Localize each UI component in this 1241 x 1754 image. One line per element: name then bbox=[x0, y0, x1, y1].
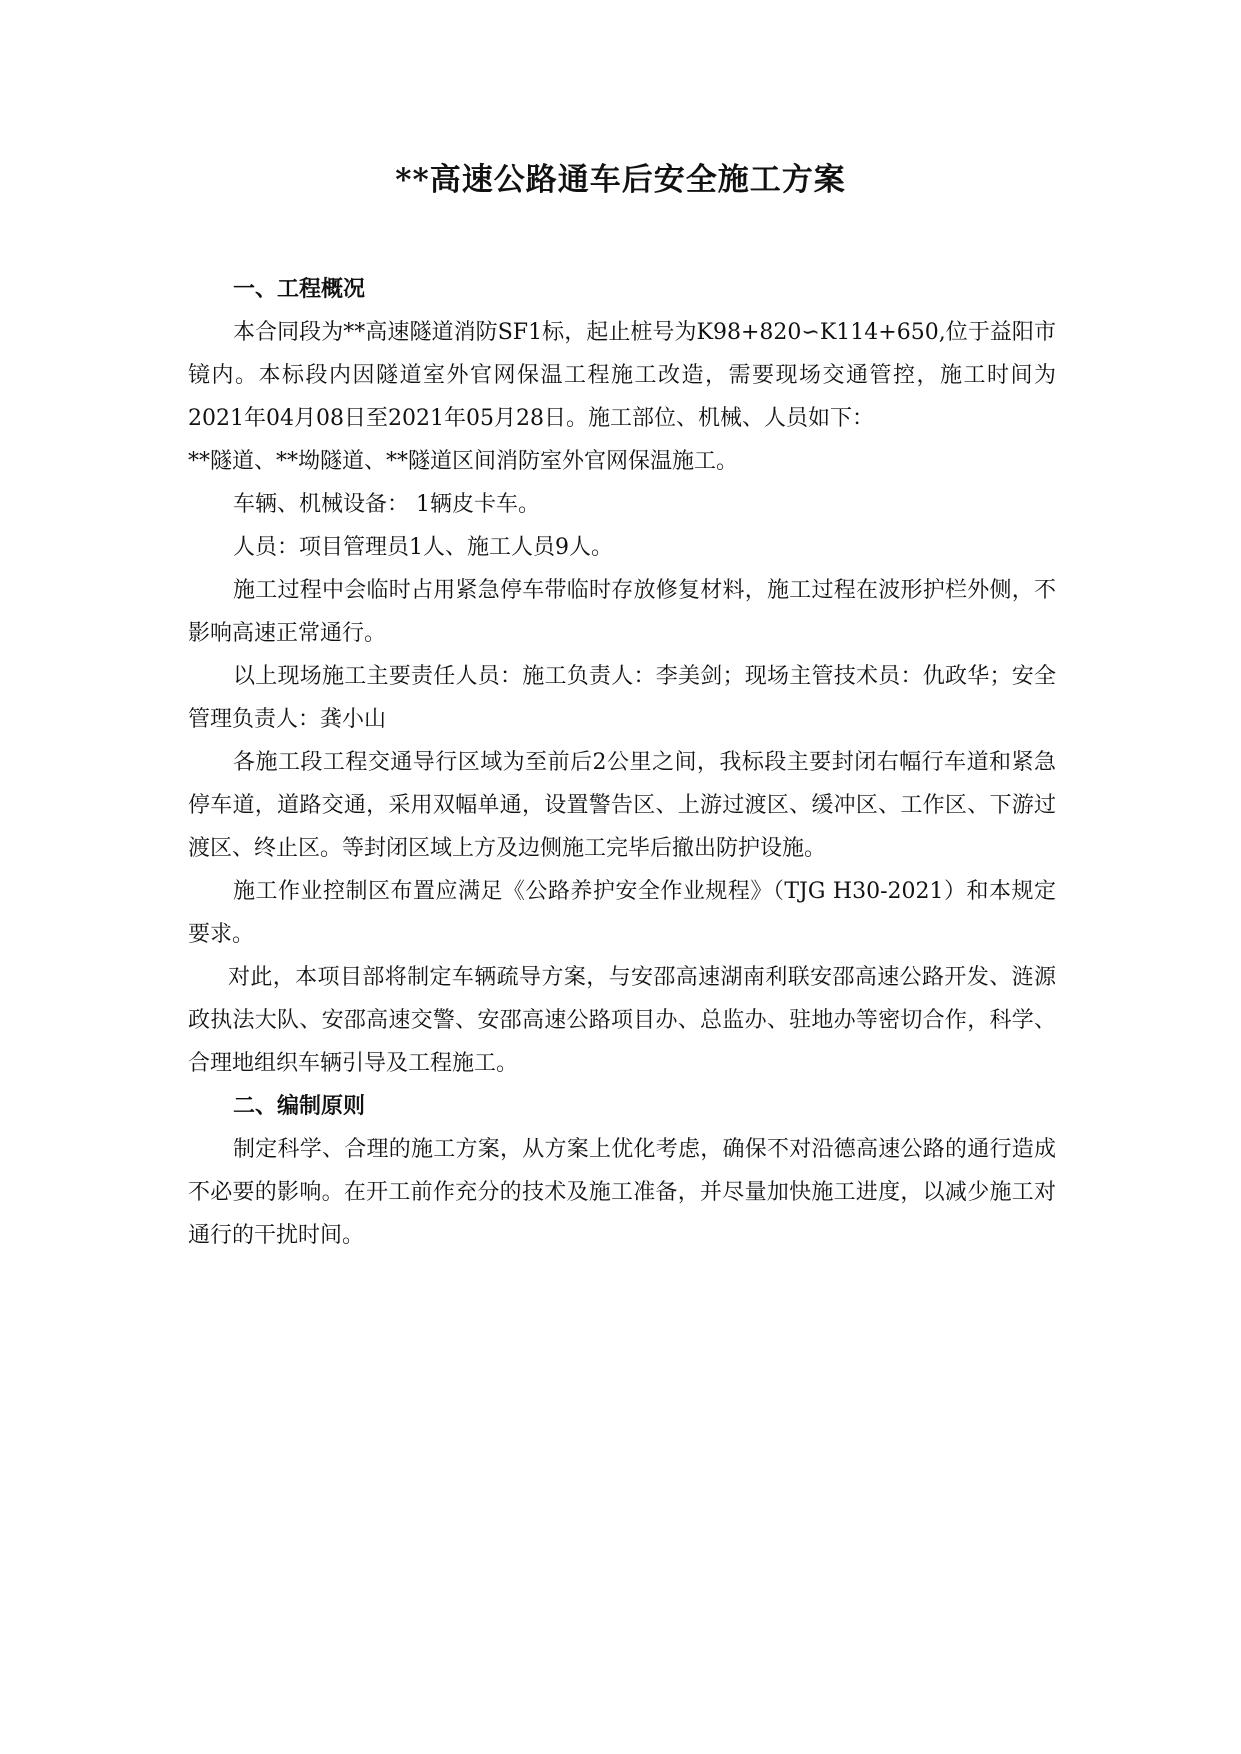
document-body bbox=[188, 268, 1056, 1257]
paragraph-equipment: 车辆、机械设备： 1辆皮卡车。 bbox=[233, 492, 540, 517]
paragraph-traffic-zone: 各施工段工程交通导行区域为至前后2公里之间，我标段主要封闭右幅行车道和紧急停车道，道路交通，采用双幅单通，设置警告区、上游过渡区、缓冲区、工作区、下游过渡区、终止区。等封闭区域上方及边侧施工完毕后撤出防护设施。 bbox=[188, 750, 1056, 861]
paragraph-personnel: 人员：项目管理员1人、施工人员9人。 bbox=[233, 535, 613, 560]
paragraph-construction-process: 施工过程中会临时占用紧急停车带临时存放修复材料，施工过程在波形护栏外侧，不影响高速正常通行。 bbox=[188, 578, 1056, 646]
paragraph-control-zone: 施工作业控制区布置应满足《公路养护安全作业规程》（TJG H30-2021）和本规定要求。 bbox=[188, 879, 1056, 947]
paragraph-tunnels: **隧道、**坳隧道、**隧道区间消防室外官网保温施工。 bbox=[188, 449, 739, 474]
section-heading-principles: 二、编制原则 bbox=[233, 1093, 366, 1119]
paragraph-responsible-persons: 以上现场施工主要责任人员：施工负责人：李美剑；现场主管技术员：仇政华；安全管理负责人：龚小山 bbox=[188, 664, 1056, 732]
document-title: **高速公路通车后安全施工方案 bbox=[395, 162, 846, 198]
paragraph-principles: 制定科学、合理的施工方案，从方案上优化考虑，确保不对沿德高速公路的通行造成不必要的影响。在开工前作充分的技术及施工准备，并尽量加快施工进度，以减少施工对通行的干扰时间。 bbox=[188, 1137, 1056, 1248]
paragraph-contract-section: 本合同段为**高速隧道消防SF1标，起止桩号为K98+820∽K114+650,位于益阳市镜内。本标段内因隧道室外官网保温工程施工改造，需要现场交通管控，施工时间为2021年04月08日至2021年05月28日。施工部位、机械、人员如下： bbox=[188, 320, 1056, 431]
section-heading-overview: 一、工程概况 bbox=[233, 276, 366, 302]
paragraph-cooperation: 对此，本项目部将制定车辆疏导方案，与安邵高速湖南利联安邵高速公路开发、涟源政执法大队、安邵高速交警、安邵高速公路项目办、总监办、驻地办等密切合作，科学、合理地组织车辆引导及工程施工。 bbox=[188, 965, 1056, 1076]
